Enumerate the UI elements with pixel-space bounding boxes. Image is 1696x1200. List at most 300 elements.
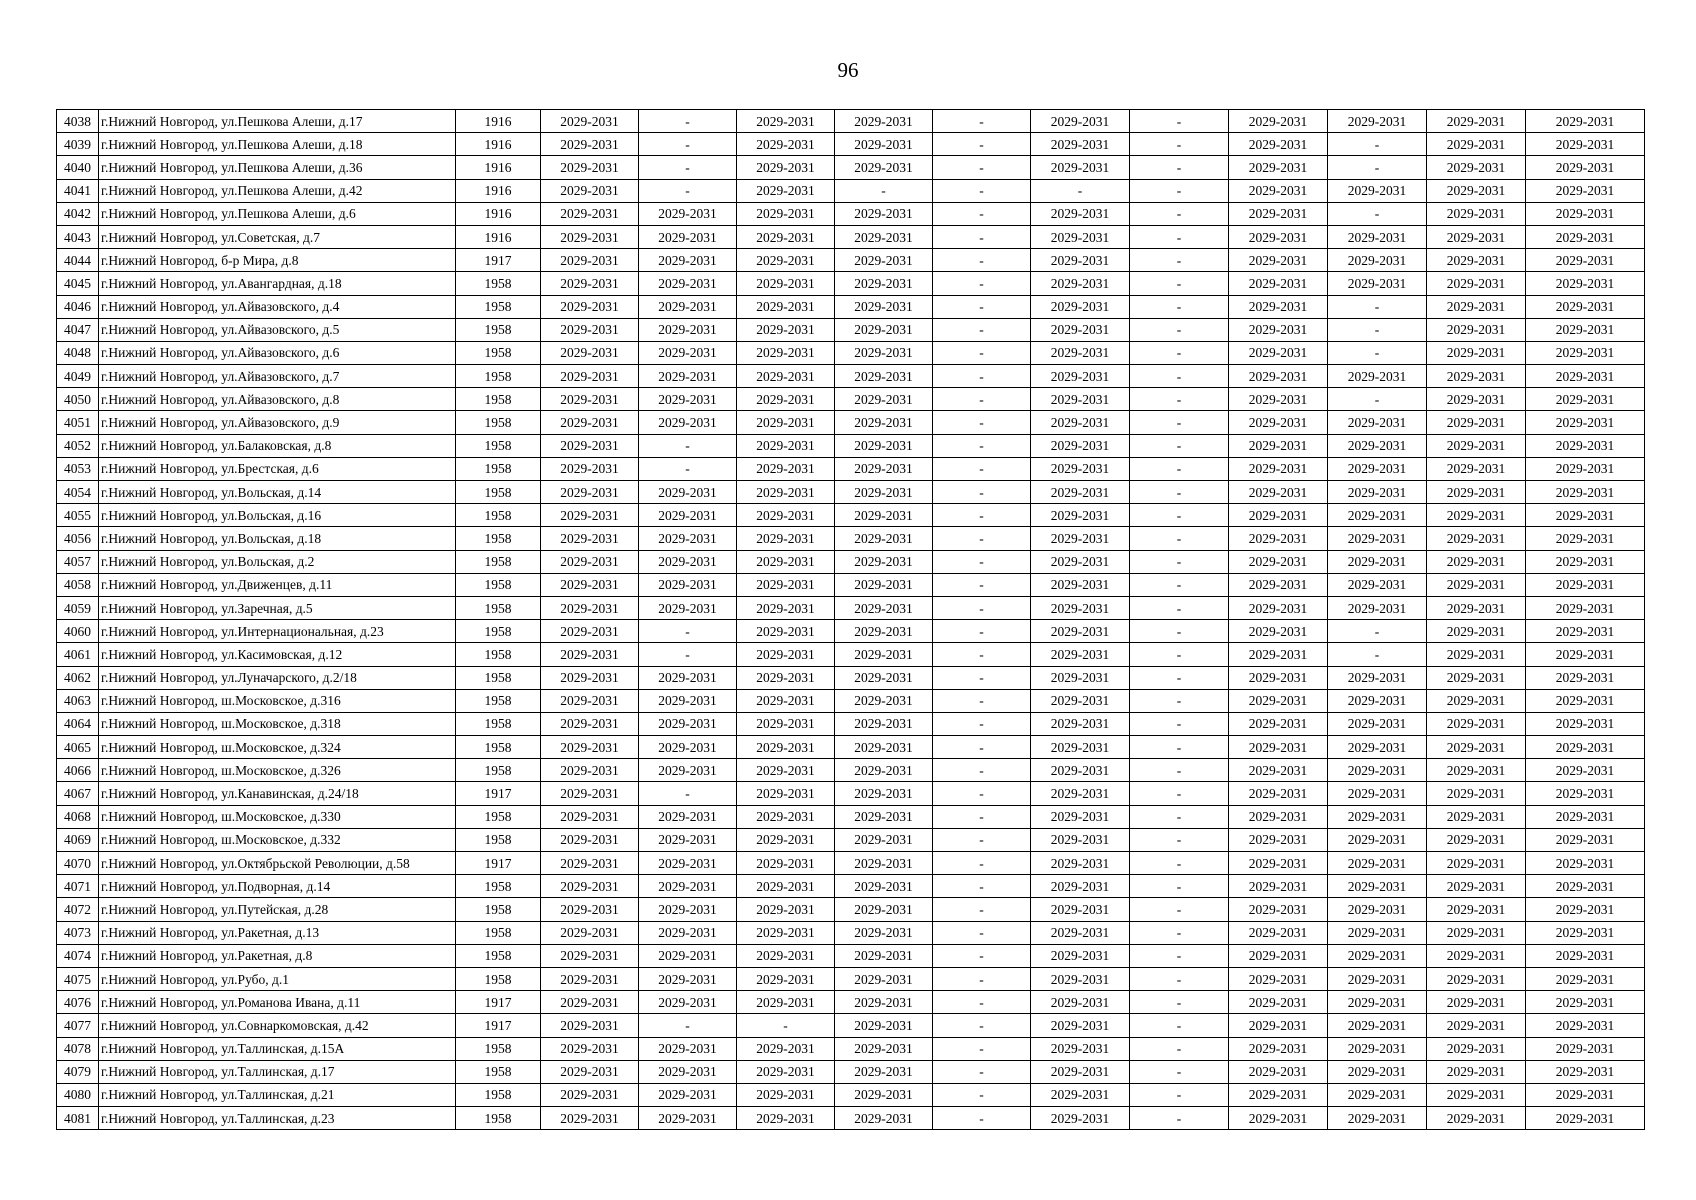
row-number-cell: 4067 bbox=[57, 782, 99, 805]
address-cell: г.Нижний Новгород, ул.Луначарского, д.2/18 bbox=[99, 666, 456, 689]
term-col-6-cell: 2029-2031 bbox=[1031, 620, 1130, 643]
term-col-7-cell: - bbox=[1130, 341, 1229, 364]
table-row bbox=[57, 272, 1645, 295]
table-row bbox=[57, 944, 1645, 967]
term-col-2-cell: 2029-2031 bbox=[639, 689, 737, 712]
row-number-cell: 4057 bbox=[57, 550, 99, 573]
term-col-9-cell: 2029-2031 bbox=[1328, 944, 1427, 967]
term-col-6-cell: 2029-2031 bbox=[1031, 1107, 1130, 1130]
year-built-cell: 1958 bbox=[456, 1060, 541, 1083]
year-built-cell: 1916 bbox=[456, 202, 541, 225]
term-col-3-cell: 2029-2031 bbox=[737, 550, 835, 573]
term-col-5-cell: - bbox=[933, 1060, 1031, 1083]
term-col-3-cell: 2029-2031 bbox=[737, 967, 835, 990]
term-col-1-cell: 2029-2031 bbox=[541, 828, 639, 851]
term-col-11-cell: 2029-2031 bbox=[1526, 875, 1645, 898]
term-col-5-cell: - bbox=[933, 805, 1031, 828]
term-col-7-cell: - bbox=[1130, 457, 1229, 480]
term-col-2-cell: 2029-2031 bbox=[639, 481, 737, 504]
term-col-5-cell: - bbox=[933, 921, 1031, 944]
address-cell: г.Нижний Новгород, ул.Пешкова Алеши, д.6 bbox=[99, 202, 456, 225]
term-col-9-cell: 2029-2031 bbox=[1328, 1037, 1427, 1060]
table-body bbox=[57, 110, 1645, 1130]
term-col-1-cell: 2029-2031 bbox=[541, 898, 639, 921]
term-col-5-cell: - bbox=[933, 1083, 1031, 1106]
term-col-3-cell: 2029-2031 bbox=[737, 875, 835, 898]
row-number-cell: 4047 bbox=[57, 318, 99, 341]
term-col-9-cell: 2029-2031 bbox=[1328, 1060, 1427, 1083]
term-col-3-cell: 2029-2031 bbox=[737, 1037, 835, 1060]
table-row bbox=[57, 411, 1645, 434]
term-col-1-cell: 2029-2031 bbox=[541, 967, 639, 990]
term-col-3-cell: 2029-2031 bbox=[737, 272, 835, 295]
term-col-1-cell: 2029-2031 bbox=[541, 596, 639, 619]
term-col-8-cell: 2029-2031 bbox=[1229, 318, 1328, 341]
term-col-9-cell: 2029-2031 bbox=[1328, 852, 1427, 875]
row-number-cell: 4073 bbox=[57, 921, 99, 944]
term-col-2-cell: 2029-2031 bbox=[639, 272, 737, 295]
term-col-4-cell: 2029-2031 bbox=[835, 852, 933, 875]
term-col-6-cell: 2029-2031 bbox=[1031, 225, 1130, 248]
year-built-cell: 1916 bbox=[456, 225, 541, 248]
year-built-cell: 1958 bbox=[456, 550, 541, 573]
year-built-cell: 1917 bbox=[456, 782, 541, 805]
term-col-1-cell: 2029-2031 bbox=[541, 295, 639, 318]
term-col-10-cell: 2029-2031 bbox=[1427, 921, 1526, 944]
year-built-cell: 1958 bbox=[456, 411, 541, 434]
year-built-cell: 1958 bbox=[456, 921, 541, 944]
term-col-10-cell: 2029-2031 bbox=[1427, 689, 1526, 712]
term-col-7-cell: - bbox=[1130, 1037, 1229, 1060]
address-cell: г.Нижний Новгород, ул.Вольская, д.16 bbox=[99, 504, 456, 527]
address-cell: г.Нижний Новгород, ул.Вольская, д.2 bbox=[99, 550, 456, 573]
term-col-7-cell: - bbox=[1130, 991, 1229, 1014]
term-col-7-cell: - bbox=[1130, 388, 1229, 411]
term-col-10-cell: 2029-2031 bbox=[1427, 712, 1526, 735]
term-col-4-cell: 2029-2031 bbox=[835, 712, 933, 735]
term-col-6-cell: 2029-2031 bbox=[1031, 1083, 1130, 1106]
term-col-9-cell: - bbox=[1328, 620, 1427, 643]
term-col-10-cell: 2029-2031 bbox=[1427, 875, 1526, 898]
term-col-6-cell: 2029-2031 bbox=[1031, 388, 1130, 411]
term-col-5-cell: - bbox=[933, 388, 1031, 411]
term-col-6-cell: 2029-2031 bbox=[1031, 782, 1130, 805]
term-col-2-cell: 2029-2031 bbox=[639, 527, 737, 550]
term-col-6-cell: 2029-2031 bbox=[1031, 202, 1130, 225]
term-col-7-cell: - bbox=[1130, 1083, 1229, 1106]
table-row bbox=[57, 388, 1645, 411]
term-col-6-cell: 2029-2031 bbox=[1031, 1060, 1130, 1083]
term-col-10-cell: 2029-2031 bbox=[1427, 457, 1526, 480]
term-col-4-cell: 2029-2031 bbox=[835, 805, 933, 828]
term-col-8-cell: 2029-2031 bbox=[1229, 712, 1328, 735]
term-col-9-cell: - bbox=[1328, 202, 1427, 225]
term-col-9-cell: 2029-2031 bbox=[1328, 898, 1427, 921]
term-col-2-cell: - bbox=[639, 434, 737, 457]
term-col-7-cell: - bbox=[1130, 805, 1229, 828]
term-col-1-cell: 2029-2031 bbox=[541, 1037, 639, 1060]
term-col-3-cell: 2029-2031 bbox=[737, 573, 835, 596]
address-cell: г.Нижний Новгород, ул.Канавинская, д.24/18 bbox=[99, 782, 456, 805]
term-col-5-cell: - bbox=[933, 550, 1031, 573]
term-col-5-cell: - bbox=[933, 828, 1031, 851]
term-col-4-cell: 2029-2031 bbox=[835, 573, 933, 596]
term-col-1-cell: 2029-2031 bbox=[541, 318, 639, 341]
year-built-cell: 1958 bbox=[456, 666, 541, 689]
term-col-4-cell: 2029-2031 bbox=[835, 388, 933, 411]
term-col-6-cell: 2029-2031 bbox=[1031, 249, 1130, 272]
term-col-10-cell: 2029-2031 bbox=[1427, 898, 1526, 921]
term-col-11-cell: 2029-2031 bbox=[1526, 341, 1645, 364]
year-built-cell: 1958 bbox=[456, 365, 541, 388]
term-col-8-cell: 2029-2031 bbox=[1229, 550, 1328, 573]
term-col-2-cell: 2029-2031 bbox=[639, 828, 737, 851]
term-col-2-cell: 2029-2031 bbox=[639, 898, 737, 921]
term-col-10-cell: 2029-2031 bbox=[1427, 596, 1526, 619]
term-col-6-cell: 2029-2031 bbox=[1031, 272, 1130, 295]
address-cell: г.Нижний Новгород, ул.Подворная, д.14 bbox=[99, 875, 456, 898]
term-col-11-cell: 2029-2031 bbox=[1526, 527, 1645, 550]
address-cell: г.Нижний Новгород, ш.Московское, д.324 bbox=[99, 736, 456, 759]
term-col-1-cell: 2029-2031 bbox=[541, 1014, 639, 1037]
term-col-8-cell: 2029-2031 bbox=[1229, 411, 1328, 434]
table-row bbox=[57, 550, 1645, 573]
term-col-5-cell: - bbox=[933, 736, 1031, 759]
term-col-3-cell: 2029-2031 bbox=[737, 782, 835, 805]
term-col-9-cell: 2029-2031 bbox=[1328, 875, 1427, 898]
term-col-6-cell: 2029-2031 bbox=[1031, 875, 1130, 898]
term-col-2-cell: - bbox=[639, 133, 737, 156]
term-col-11-cell: 2029-2031 bbox=[1526, 133, 1645, 156]
term-col-2-cell: 2029-2031 bbox=[639, 388, 737, 411]
term-col-7-cell: - bbox=[1130, 898, 1229, 921]
row-number-cell: 4053 bbox=[57, 457, 99, 480]
term-col-3-cell: 2029-2031 bbox=[737, 759, 835, 782]
term-col-9-cell: 2029-2031 bbox=[1328, 712, 1427, 735]
term-col-7-cell: - bbox=[1130, 759, 1229, 782]
term-col-5-cell: - bbox=[933, 1107, 1031, 1130]
address-cell: г.Нижний Новгород, ул.Пешкова Алеши, д.17 bbox=[99, 110, 456, 133]
term-col-3-cell: 2029-2031 bbox=[737, 202, 835, 225]
row-number-cell: 4064 bbox=[57, 712, 99, 735]
term-col-7-cell: - bbox=[1130, 573, 1229, 596]
table-row bbox=[57, 689, 1645, 712]
year-built-cell: 1958 bbox=[456, 481, 541, 504]
term-col-9-cell: 2029-2031 bbox=[1328, 179, 1427, 202]
address-cell: г.Нижний Новгород, ул.Айвазовского, д.9 bbox=[99, 411, 456, 434]
term-col-3-cell: 2029-2031 bbox=[737, 318, 835, 341]
table-row bbox=[57, 1083, 1645, 1106]
term-col-5-cell: - bbox=[933, 944, 1031, 967]
address-cell: г.Нижний Новгород, ул.Рубо, д.1 bbox=[99, 967, 456, 990]
term-col-4-cell: 2029-2031 bbox=[835, 156, 933, 179]
term-col-11-cell: 2029-2031 bbox=[1526, 434, 1645, 457]
term-col-9-cell: 2029-2031 bbox=[1328, 1014, 1427, 1037]
year-built-cell: 1917 bbox=[456, 249, 541, 272]
row-number-cell: 4058 bbox=[57, 573, 99, 596]
term-col-6-cell: 2029-2031 bbox=[1031, 434, 1130, 457]
term-col-11-cell: 2029-2031 bbox=[1526, 991, 1645, 1014]
term-col-7-cell: - bbox=[1130, 550, 1229, 573]
term-col-1-cell: 2029-2031 bbox=[541, 921, 639, 944]
term-col-11-cell: 2029-2031 bbox=[1526, 898, 1645, 921]
term-col-5-cell: - bbox=[933, 318, 1031, 341]
table-row bbox=[57, 225, 1645, 248]
term-col-1-cell: 2029-2031 bbox=[541, 573, 639, 596]
row-number-cell: 4049 bbox=[57, 365, 99, 388]
row-number-cell: 4068 bbox=[57, 805, 99, 828]
term-col-6-cell: 2029-2031 bbox=[1031, 666, 1130, 689]
term-col-2-cell: 2029-2031 bbox=[639, 341, 737, 364]
term-col-11-cell: 2029-2031 bbox=[1526, 457, 1645, 480]
term-col-10-cell: 2029-2031 bbox=[1427, 504, 1526, 527]
term-col-2-cell: 2029-2031 bbox=[639, 365, 737, 388]
term-col-3-cell: 2029-2031 bbox=[737, 1060, 835, 1083]
term-col-6-cell: 2029-2031 bbox=[1031, 689, 1130, 712]
term-col-2-cell: 2029-2031 bbox=[639, 295, 737, 318]
term-col-11-cell: 2029-2031 bbox=[1526, 852, 1645, 875]
term-col-5-cell: - bbox=[933, 202, 1031, 225]
term-col-3-cell: 2029-2031 bbox=[737, 434, 835, 457]
term-col-8-cell: 2029-2031 bbox=[1229, 295, 1328, 318]
term-col-2-cell: 2029-2031 bbox=[639, 875, 737, 898]
row-number-cell: 4081 bbox=[57, 1107, 99, 1130]
term-col-4-cell: 2029-2031 bbox=[835, 643, 933, 666]
term-col-9-cell: 2029-2031 bbox=[1328, 249, 1427, 272]
table-row bbox=[57, 875, 1645, 898]
term-col-4-cell: 2029-2031 bbox=[835, 620, 933, 643]
term-col-9-cell: 2029-2031 bbox=[1328, 736, 1427, 759]
term-col-11-cell: 2029-2031 bbox=[1526, 550, 1645, 573]
table-row bbox=[57, 341, 1645, 364]
term-col-9-cell: 2029-2031 bbox=[1328, 272, 1427, 295]
address-cell: г.Нижний Новгород, ул.Пешкова Алеши, д.18 bbox=[99, 133, 456, 156]
year-built-cell: 1958 bbox=[456, 504, 541, 527]
row-number-cell: 4065 bbox=[57, 736, 99, 759]
term-col-5-cell: - bbox=[933, 759, 1031, 782]
term-col-1-cell: 2029-2031 bbox=[541, 457, 639, 480]
term-col-3-cell: 2029-2031 bbox=[737, 712, 835, 735]
term-col-5-cell: - bbox=[933, 504, 1031, 527]
term-col-2-cell: - bbox=[639, 110, 737, 133]
address-cell: г.Нижний Новгород, ул.Айвазовского, д.7 bbox=[99, 365, 456, 388]
term-col-8-cell: 2029-2031 bbox=[1229, 782, 1328, 805]
term-col-7-cell: - bbox=[1130, 179, 1229, 202]
term-col-11-cell: 2029-2031 bbox=[1526, 295, 1645, 318]
address-cell: г.Нижний Новгород, ул.Романова Ивана, д.11 bbox=[99, 991, 456, 1014]
term-col-8-cell: 2029-2031 bbox=[1229, 828, 1328, 851]
term-col-8-cell: 2029-2031 bbox=[1229, 689, 1328, 712]
term-col-2-cell: 2029-2031 bbox=[639, 318, 737, 341]
row-number-cell: 4076 bbox=[57, 991, 99, 1014]
term-col-7-cell: - bbox=[1130, 643, 1229, 666]
term-col-11-cell: 2029-2031 bbox=[1526, 318, 1645, 341]
term-col-1-cell: 2029-2031 bbox=[541, 249, 639, 272]
term-col-5-cell: - bbox=[933, 1037, 1031, 1060]
term-col-4-cell: 2029-2031 bbox=[835, 967, 933, 990]
term-col-8-cell: 2029-2031 bbox=[1229, 991, 1328, 1014]
row-number-cell: 4080 bbox=[57, 1083, 99, 1106]
term-col-10-cell: 2029-2031 bbox=[1427, 991, 1526, 1014]
term-col-6-cell: 2029-2031 bbox=[1031, 898, 1130, 921]
row-number-cell: 4038 bbox=[57, 110, 99, 133]
term-col-8-cell: 2029-2031 bbox=[1229, 736, 1328, 759]
term-col-1-cell: 2029-2031 bbox=[541, 179, 639, 202]
term-col-4-cell: 2029-2031 bbox=[835, 921, 933, 944]
table-row bbox=[57, 828, 1645, 851]
term-col-8-cell: 2029-2031 bbox=[1229, 596, 1328, 619]
term-col-5-cell: - bbox=[933, 782, 1031, 805]
term-col-11-cell: 2029-2031 bbox=[1526, 1107, 1645, 1130]
year-built-cell: 1958 bbox=[456, 1037, 541, 1060]
term-col-6-cell: 2029-2031 bbox=[1031, 852, 1130, 875]
term-col-9-cell: 2029-2031 bbox=[1328, 967, 1427, 990]
term-col-1-cell: 2029-2031 bbox=[541, 991, 639, 1014]
term-col-9-cell: 2029-2031 bbox=[1328, 550, 1427, 573]
term-col-6-cell: 2029-2031 bbox=[1031, 481, 1130, 504]
term-col-10-cell: 2029-2031 bbox=[1427, 1083, 1526, 1106]
address-cell: г.Нижний Новгород, ул.Айвазовского, д.8 bbox=[99, 388, 456, 411]
term-col-7-cell: - bbox=[1130, 967, 1229, 990]
term-col-5-cell: - bbox=[933, 110, 1031, 133]
term-col-7-cell: - bbox=[1130, 1014, 1229, 1037]
row-number-cell: 4048 bbox=[57, 341, 99, 364]
table-row bbox=[57, 759, 1645, 782]
table-row bbox=[57, 782, 1645, 805]
term-col-10-cell: 2029-2031 bbox=[1427, 156, 1526, 179]
term-col-4-cell: 2029-2031 bbox=[835, 875, 933, 898]
term-col-1-cell: 2029-2031 bbox=[541, 272, 639, 295]
term-col-3-cell: 2029-2031 bbox=[737, 295, 835, 318]
term-col-11-cell: 2029-2031 bbox=[1526, 388, 1645, 411]
term-col-7-cell: - bbox=[1130, 944, 1229, 967]
term-col-8-cell: 2029-2031 bbox=[1229, 573, 1328, 596]
term-col-7-cell: - bbox=[1130, 411, 1229, 434]
year-built-cell: 1958 bbox=[456, 434, 541, 457]
term-col-4-cell: 2029-2031 bbox=[835, 1107, 933, 1130]
term-col-10-cell: 2029-2031 bbox=[1427, 1060, 1526, 1083]
term-col-3-cell: 2029-2031 bbox=[737, 828, 835, 851]
term-col-6-cell: - bbox=[1031, 179, 1130, 202]
term-col-6-cell: 2029-2031 bbox=[1031, 736, 1130, 759]
term-col-1-cell: 2029-2031 bbox=[541, 875, 639, 898]
term-col-3-cell: 2029-2031 bbox=[737, 991, 835, 1014]
term-col-10-cell: 2029-2031 bbox=[1427, 620, 1526, 643]
term-col-4-cell: 2029-2031 bbox=[835, 527, 933, 550]
term-col-2-cell: - bbox=[639, 782, 737, 805]
term-col-2-cell: 2029-2031 bbox=[639, 921, 737, 944]
term-col-5-cell: - bbox=[933, 689, 1031, 712]
row-number-cell: 4078 bbox=[57, 1037, 99, 1060]
term-col-9-cell: - bbox=[1328, 318, 1427, 341]
term-col-3-cell: 2029-2031 bbox=[737, 805, 835, 828]
term-col-6-cell: 2029-2031 bbox=[1031, 110, 1130, 133]
term-col-1-cell: 2029-2031 bbox=[541, 156, 639, 179]
term-col-10-cell: 2029-2031 bbox=[1427, 272, 1526, 295]
row-number-cell: 4054 bbox=[57, 481, 99, 504]
row-number-cell: 4056 bbox=[57, 527, 99, 550]
term-col-4-cell: - bbox=[835, 179, 933, 202]
term-col-11-cell: 2029-2031 bbox=[1526, 272, 1645, 295]
year-built-cell: 1958 bbox=[456, 620, 541, 643]
term-col-3-cell: 2029-2031 bbox=[737, 944, 835, 967]
term-col-4-cell: 2029-2031 bbox=[835, 1037, 933, 1060]
term-col-10-cell: 2029-2031 bbox=[1427, 828, 1526, 851]
term-col-4-cell: 2029-2031 bbox=[835, 295, 933, 318]
term-col-11-cell: 2029-2031 bbox=[1526, 481, 1645, 504]
term-col-3-cell: 2029-2031 bbox=[737, 411, 835, 434]
row-number-cell: 4050 bbox=[57, 388, 99, 411]
term-col-7-cell: - bbox=[1130, 666, 1229, 689]
term-col-6-cell: 2029-2031 bbox=[1031, 828, 1130, 851]
term-col-1-cell: 2029-2031 bbox=[541, 504, 639, 527]
term-col-6-cell: 2029-2031 bbox=[1031, 1037, 1130, 1060]
term-col-7-cell: - bbox=[1130, 1060, 1229, 1083]
term-col-8-cell: 2029-2031 bbox=[1229, 620, 1328, 643]
term-col-10-cell: 2029-2031 bbox=[1427, 852, 1526, 875]
term-col-3-cell: 2029-2031 bbox=[737, 736, 835, 759]
term-col-8-cell: 2029-2031 bbox=[1229, 434, 1328, 457]
term-col-3-cell: 2029-2031 bbox=[737, 620, 835, 643]
term-col-11-cell: 2029-2031 bbox=[1526, 1060, 1645, 1083]
year-built-cell: 1958 bbox=[456, 272, 541, 295]
term-col-9-cell: 2029-2031 bbox=[1328, 689, 1427, 712]
table-row bbox=[57, 643, 1645, 666]
term-col-9-cell: 2029-2031 bbox=[1328, 828, 1427, 851]
row-number-cell: 4046 bbox=[57, 295, 99, 318]
term-col-6-cell: 2029-2031 bbox=[1031, 411, 1130, 434]
table-row bbox=[57, 666, 1645, 689]
address-cell: г.Нижний Новгород, ул.Ракетная, д.8 bbox=[99, 944, 456, 967]
term-col-7-cell: - bbox=[1130, 272, 1229, 295]
term-col-11-cell: 2029-2031 bbox=[1526, 782, 1645, 805]
term-col-7-cell: - bbox=[1130, 712, 1229, 735]
table-row bbox=[57, 620, 1645, 643]
table-row bbox=[57, 202, 1645, 225]
table-row bbox=[57, 481, 1645, 504]
term-col-11-cell: 2029-2031 bbox=[1526, 689, 1645, 712]
term-col-5-cell: - bbox=[933, 225, 1031, 248]
term-col-8-cell: 2029-2031 bbox=[1229, 643, 1328, 666]
term-col-4-cell: 2029-2031 bbox=[835, 434, 933, 457]
row-number-cell: 4069 bbox=[57, 828, 99, 851]
term-col-6-cell: 2029-2031 bbox=[1031, 967, 1130, 990]
term-col-11-cell: 2029-2031 bbox=[1526, 225, 1645, 248]
row-number-cell: 4052 bbox=[57, 434, 99, 457]
term-col-3-cell: 2029-2031 bbox=[737, 527, 835, 550]
table-row bbox=[57, 110, 1645, 133]
term-col-2-cell: 2029-2031 bbox=[639, 225, 737, 248]
term-col-8-cell: 2029-2031 bbox=[1229, 1107, 1328, 1130]
term-col-11-cell: 2029-2031 bbox=[1526, 921, 1645, 944]
term-col-8-cell: 2029-2031 bbox=[1229, 1037, 1328, 1060]
term-col-5-cell: - bbox=[933, 133, 1031, 156]
address-cell: г.Нижний Новгород, ул.Айвазовского, д.5 bbox=[99, 318, 456, 341]
term-col-3-cell: 2029-2031 bbox=[737, 1083, 835, 1106]
term-col-6-cell: 2029-2031 bbox=[1031, 318, 1130, 341]
address-cell: г.Нижний Новгород, ул.Касимовская, д.12 bbox=[99, 643, 456, 666]
term-col-9-cell: 2029-2031 bbox=[1328, 666, 1427, 689]
term-col-5-cell: - bbox=[933, 457, 1031, 480]
term-col-5-cell: - bbox=[933, 365, 1031, 388]
term-col-7-cell: - bbox=[1130, 527, 1229, 550]
term-col-8-cell: 2029-2031 bbox=[1229, 179, 1328, 202]
term-col-2-cell: - bbox=[639, 1014, 737, 1037]
term-col-1-cell: 2029-2031 bbox=[541, 133, 639, 156]
row-number-cell: 4045 bbox=[57, 272, 99, 295]
term-col-6-cell: 2029-2031 bbox=[1031, 504, 1130, 527]
row-number-cell: 4060 bbox=[57, 620, 99, 643]
